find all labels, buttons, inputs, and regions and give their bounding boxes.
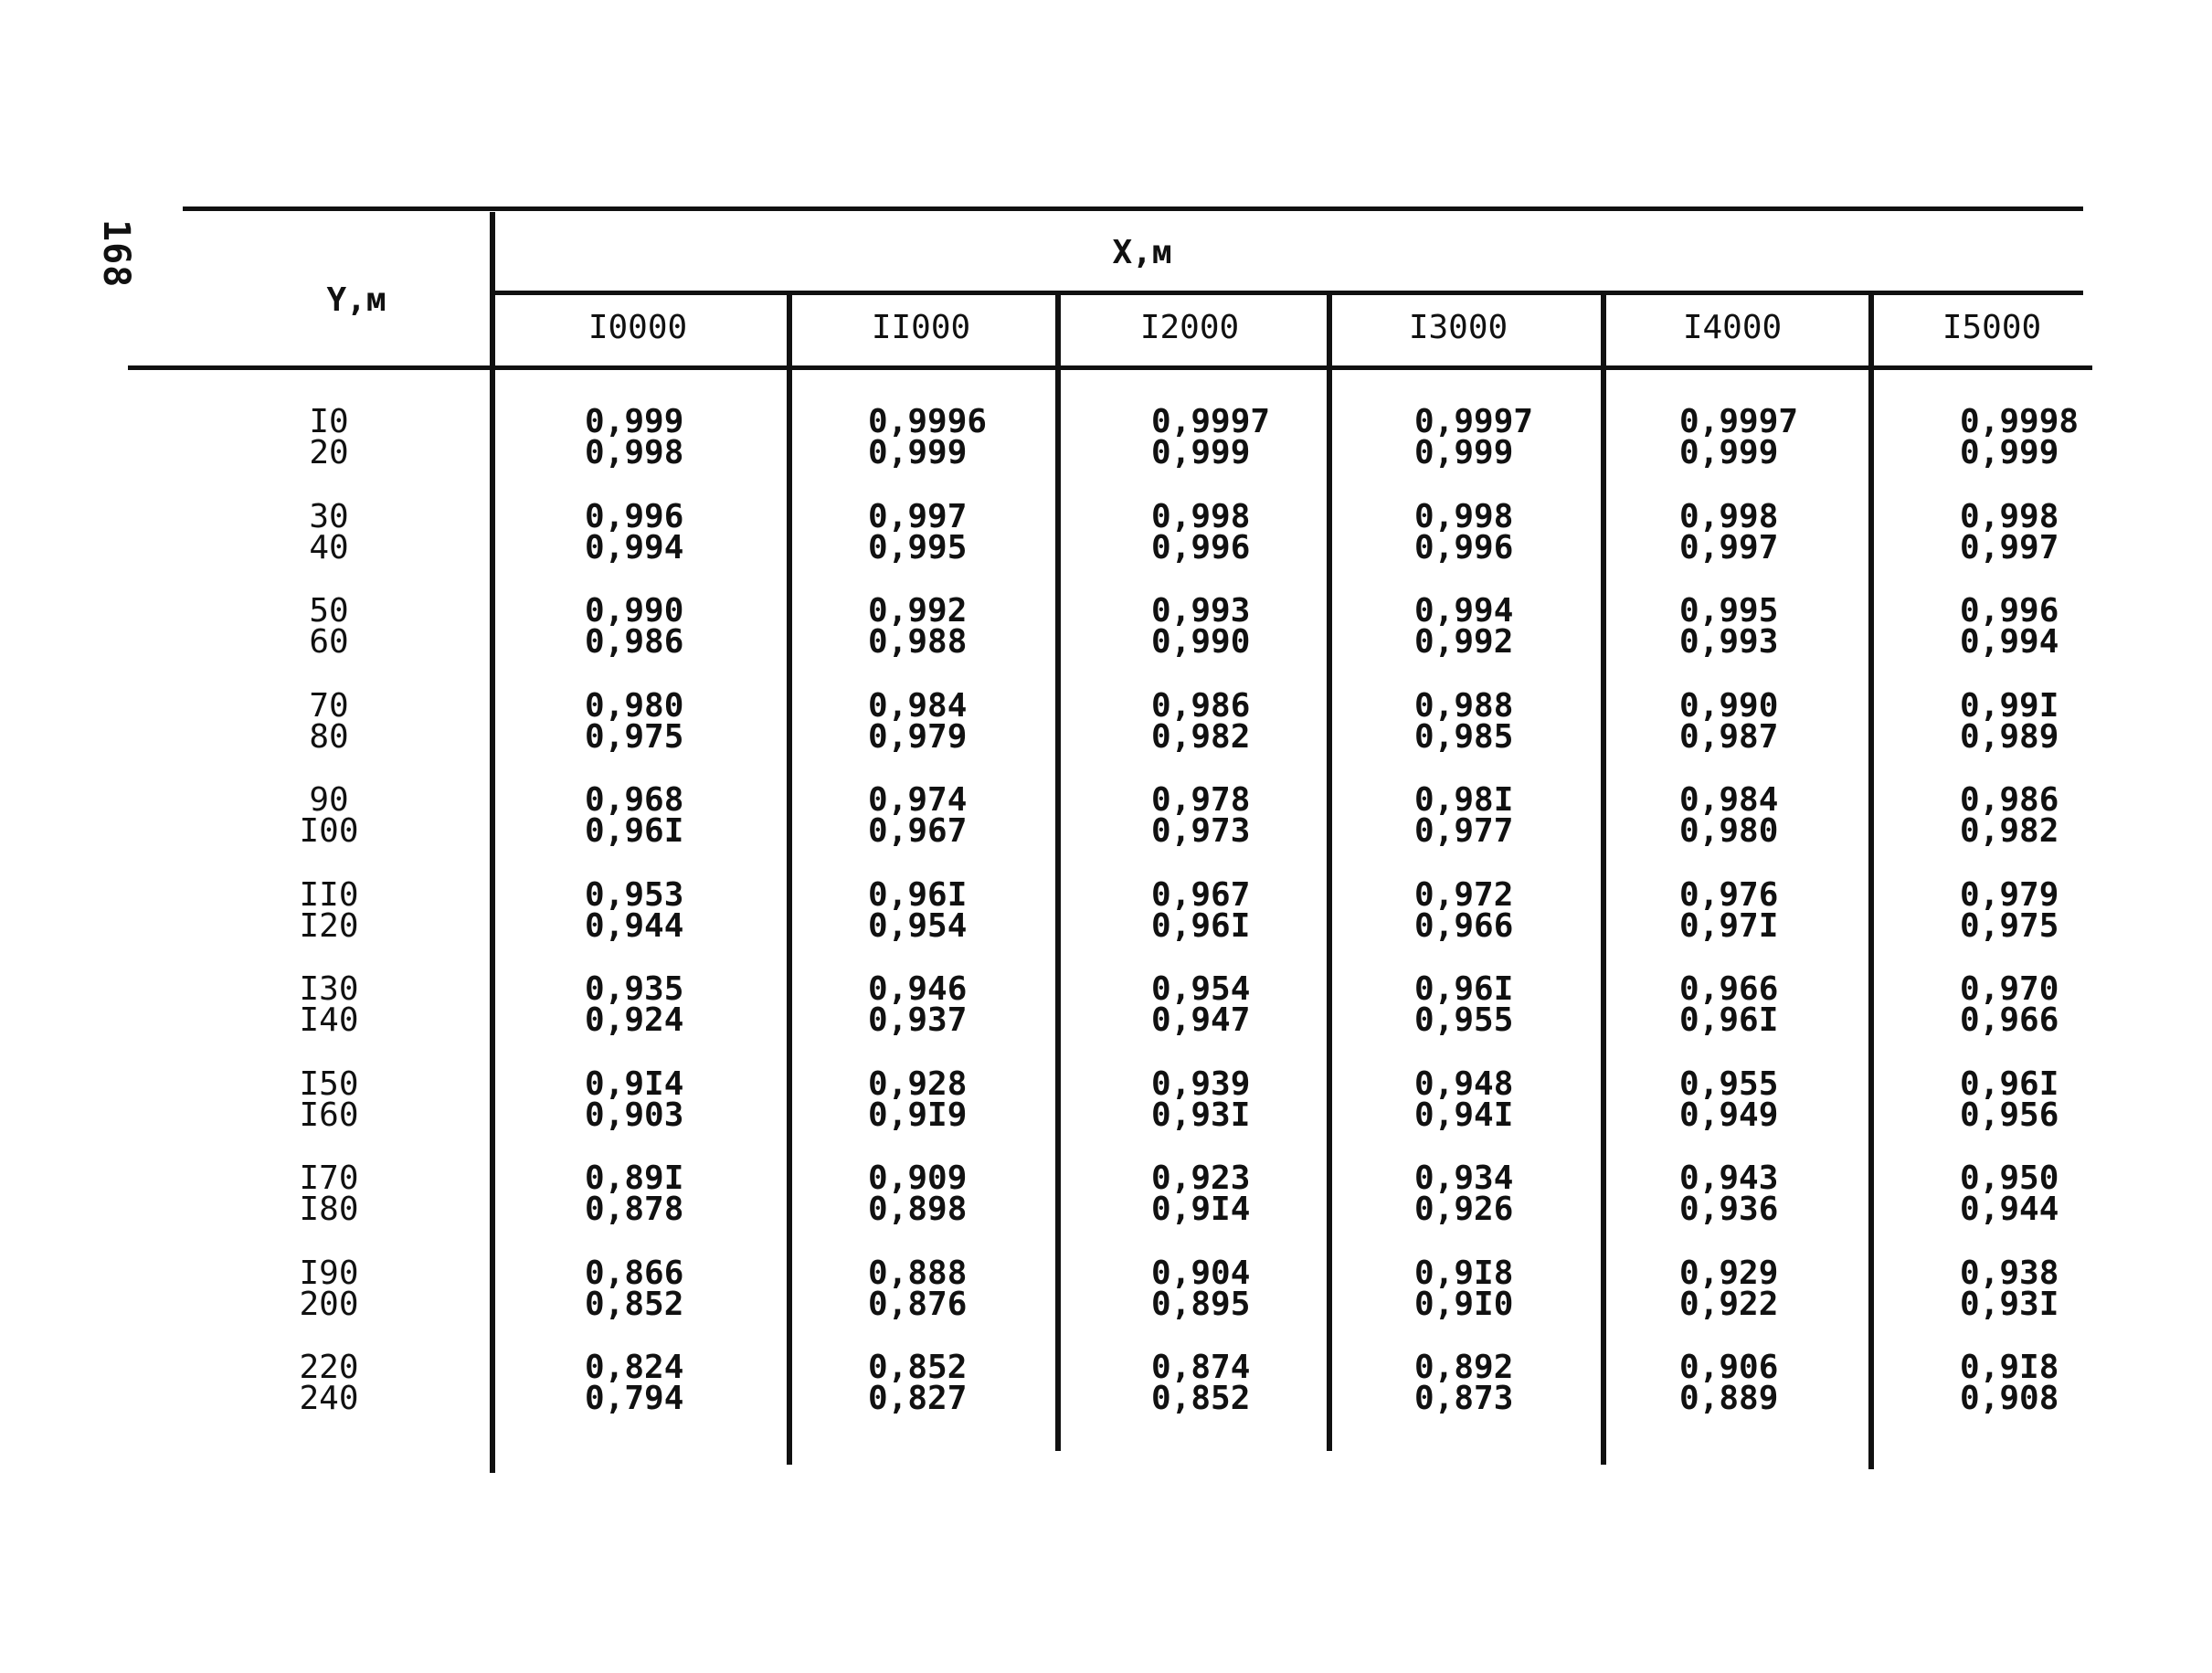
table-cell: 0,934 0,926 — [1414, 1159, 1514, 1228]
table-cell: 0,943 0,936 — [1679, 1159, 1779, 1228]
table-cell: 0,972 0,966 — [1414, 876, 1514, 945]
table-cell: 0,966 0,96I — [1679, 970, 1779, 1039]
table-cell: 0,9997 0,999 — [1414, 403, 1534, 471]
table-cell: 0,866 0,852 — [585, 1255, 684, 1323]
row-label: 220 240 — [299, 1349, 359, 1417]
row-label: 70 80 — [309, 687, 349, 756]
table-cell: 0,852 0,827 — [868, 1349, 968, 1417]
table-cell: 0,998 0,997 — [1960, 498, 2059, 566]
table-cell: 0,9997 0,999 — [1151, 403, 1271, 471]
table-cell: 0,976 0,97I — [1679, 876, 1779, 945]
table-cell: 0,999 0,998 — [585, 403, 684, 471]
table-cell: 0,984 0,979 — [868, 687, 968, 756]
table-cell: 0,96I 0,954 — [868, 876, 968, 945]
table-cell: 0,9I8 0,9I0 — [1414, 1255, 1514, 1323]
column-header: I3000 — [1408, 309, 1508, 346]
table-cell: 0,953 0,944 — [585, 876, 684, 945]
table-cell: 0,986 0,982 — [1960, 781, 2059, 850]
table-cell: 0,89I 0,878 — [585, 1159, 684, 1228]
table-cell: 0,935 0,924 — [585, 970, 684, 1039]
column-header: II000 — [871, 309, 971, 346]
table-cell: 0,96I 0,955 — [1414, 970, 1514, 1039]
row-axis-label: Y,м — [326, 281, 386, 319]
column-header: I4000 — [1682, 309, 1783, 346]
row-label: II0 I20 — [299, 876, 359, 945]
table-cell: 0,892 0,873 — [1414, 1349, 1514, 1417]
table-cell: 0,904 0,895 — [1151, 1255, 1251, 1323]
table-cell: 0,888 0,876 — [868, 1255, 968, 1323]
table-cell: 0,992 0,988 — [868, 592, 968, 661]
table-cell: 0,970 0,966 — [1960, 970, 2059, 1039]
row-label: I70 I80 — [299, 1159, 359, 1228]
row-label: 90 I00 — [299, 781, 359, 850]
table-cell: 0,9996 0,999 — [868, 403, 988, 471]
table-cell: 0,946 0,937 — [868, 970, 968, 1039]
table-cell: 0,96I 0,956 — [1960, 1065, 2059, 1134]
row-label: I90 200 — [299, 1255, 359, 1323]
table-cell: 0,9I4 0,903 — [585, 1065, 684, 1134]
table-cell: 0,980 0,975 — [585, 687, 684, 756]
table-cell: 0,998 0,996 — [1151, 498, 1251, 566]
table-cell: 0,99I 0,989 — [1960, 687, 2059, 756]
table-cell: 0,974 0,967 — [868, 781, 968, 850]
table-cell: 0,996 0,994 — [1960, 592, 2059, 661]
table-cell: 0,923 0,9I4 — [1151, 1159, 1251, 1228]
table-cell: 0,98I 0,977 — [1414, 781, 1514, 850]
column-header: I2000 — [1139, 309, 1240, 346]
column-divider — [490, 212, 495, 1473]
table-cell: 0,874 0,852 — [1151, 1349, 1251, 1417]
table-cell: 0,909 0,898 — [868, 1159, 968, 1228]
x-header-rule — [493, 291, 2083, 295]
column-divider — [1868, 291, 1874, 1469]
table-cell: 0,948 0,94I — [1414, 1065, 1514, 1134]
table-cell: 0,938 0,93I — [1960, 1255, 2059, 1323]
table-cell: 0,939 0,93I — [1151, 1065, 1251, 1134]
row-label: I50 I60 — [299, 1065, 359, 1134]
table-cell: 0,990 0,987 — [1679, 687, 1779, 756]
row-label: I30 I40 — [299, 970, 359, 1039]
column-divider — [1601, 291, 1606, 1465]
table-cell: 0,988 0,985 — [1414, 687, 1514, 756]
top-rule — [183, 206, 2083, 211]
table-cell: 0,986 0,982 — [1151, 687, 1251, 756]
table-cell: 0,955 0,949 — [1679, 1065, 1779, 1134]
table-cell: 0,954 0,947 — [1151, 970, 1251, 1039]
column-divider — [787, 291, 792, 1465]
table-cell: 0,929 0,922 — [1679, 1255, 1779, 1323]
table-cell: 0,998 0,996 — [1414, 498, 1514, 566]
table-cell: 0,968 0,96I — [585, 781, 684, 850]
table-cell: 0,984 0,980 — [1679, 781, 1779, 850]
table-cell: 0,928 0,9I9 — [868, 1065, 968, 1134]
column-header: I0000 — [587, 309, 688, 346]
table-cell: 0,995 0,993 — [1679, 592, 1779, 661]
table-cell: 0,9997 0,999 — [1679, 403, 1799, 471]
table-cell: 0,9I8 0,908 — [1960, 1349, 2059, 1417]
table-cell: 0,997 0,995 — [868, 498, 968, 566]
table-cell: 0,967 0,96I — [1151, 876, 1251, 945]
table-cell: 0,978 0,973 — [1151, 781, 1251, 850]
table-cell: 0,994 0,992 — [1414, 592, 1514, 661]
page-number: 168 — [95, 219, 137, 289]
table-cell: 0,906 0,889 — [1679, 1349, 1779, 1417]
row-label: I0 20 — [309, 403, 349, 471]
col-axis-label: X,м — [1112, 234, 1172, 271]
row-label: 50 60 — [309, 592, 349, 661]
row-label: 30 40 — [309, 498, 349, 566]
table-cell: 0,998 0,997 — [1679, 498, 1779, 566]
table-cell: 0,824 0,794 — [585, 1349, 684, 1417]
header-bottom-rule — [128, 365, 2092, 370]
table-cell: 0,990 0,986 — [585, 592, 684, 661]
column-divider — [1055, 291, 1061, 1451]
table-cell: 0,9998 0,999 — [1960, 403, 2080, 471]
table-cell: 0,950 0,944 — [1960, 1159, 2059, 1228]
table-cell: 0,979 0,975 — [1960, 876, 2059, 945]
column-header: I5000 — [1942, 309, 2042, 346]
column-divider — [1327, 291, 1332, 1451]
table-cell: 0,996 0,994 — [585, 498, 684, 566]
table-cell: 0,993 0,990 — [1151, 592, 1251, 661]
